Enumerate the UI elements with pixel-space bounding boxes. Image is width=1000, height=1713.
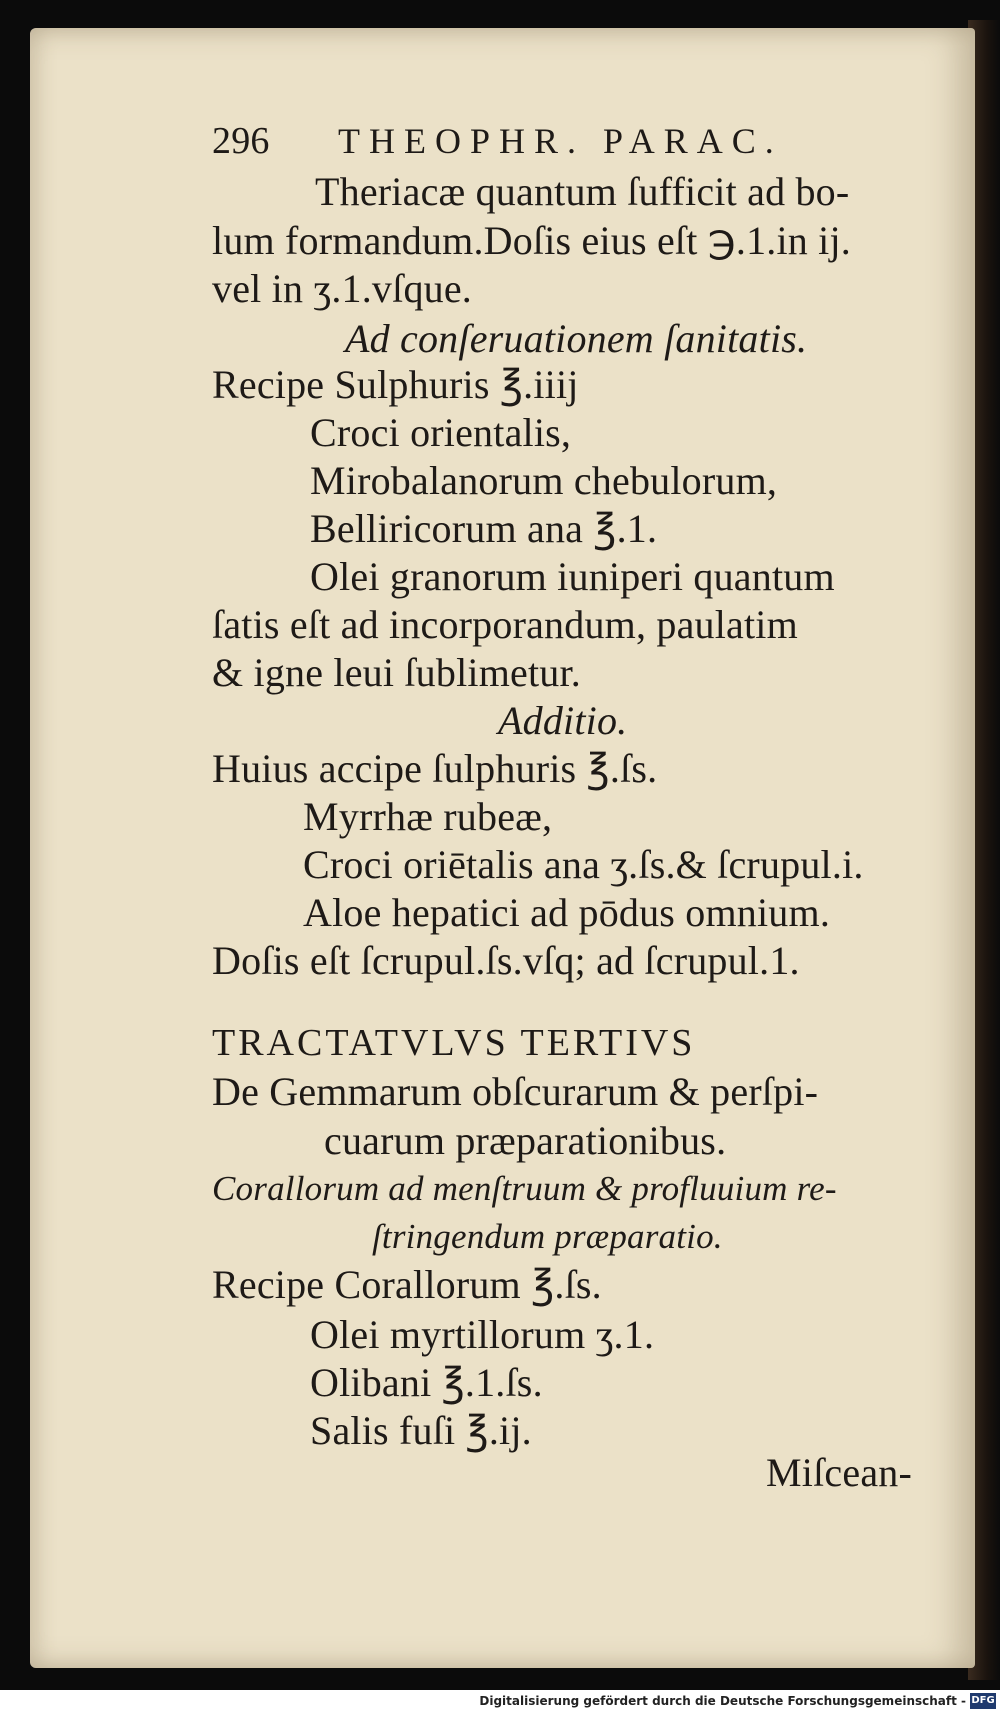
running-title: THEOPHR. PARAC. — [338, 121, 783, 161]
footer-credit: Digitalisierung gefördert durch die Deutsche Forschungsgemeinschaft - — [479, 1694, 966, 1708]
section-heading: Corallorum ad menſtruum & profluuium re- — [212, 1169, 837, 1208]
chapter-heading: TRACTATVLVS TERTIVS — [212, 1022, 696, 1064]
chapter-subtitle: De Gemmarum obſcurarum & perſpi- — [212, 1069, 819, 1114]
text-line: Theriacæ quantum ſufficit ad bo- — [315, 169, 850, 214]
text-line: lum formandum.Doſis eius eſt ℈.1.in ij. — [212, 218, 852, 263]
page-number: 296 — [212, 120, 270, 162]
ingredient-line: Croci orientalis, — [310, 410, 572, 455]
text-line: & igne leui ſublimetur. — [212, 650, 581, 695]
catchword: Miſcean- — [766, 1450, 912, 1495]
ingredient-line: Belliricorum ana ℥.1. — [310, 506, 658, 551]
dfg-logo-icon: DFG — [970, 1693, 996, 1709]
text-line: ſatis eſt ad incorporandum, paulatim — [212, 602, 798, 647]
ingredient-line: Myrrhæ rubeæ, — [303, 794, 553, 839]
section-heading: Additio. — [498, 698, 628, 743]
section-heading: Ad conſeruationem ſanitatis. — [345, 316, 808, 361]
section-heading: ſtringendum præparatio. — [372, 1217, 723, 1256]
ingredient-line: Salis fuſi ℥.ij. — [310, 1408, 532, 1453]
ingredient-line: Mirobalanorum chebulorum, — [310, 458, 778, 503]
ingredient-line: Croci oriētalis ana ʒ.ſs.& ſcrupul.i. — [303, 842, 864, 887]
text-line: vel in ʒ.1.vſque. — [212, 266, 473, 311]
text-line: Doſis eſt ſcrupul.ſs.vſq; ad ſcrupul.1. — [212, 938, 800, 983]
recipe-line: Recipe Sulphuris ℥.iiij — [212, 362, 579, 407]
recipe-line: Recipe Corallorum ℥.ſs. — [212, 1262, 602, 1307]
ingredient-line: Olibani ℥.1.ſs. — [310, 1360, 543, 1405]
footer-bar — [0, 1690, 1000, 1713]
recipe-line: Huius accipe ſulphuris ℥.ſs. — [212, 746, 658, 791]
ingredient-line: Aloe hepatici ad pōdus omnium. — [303, 890, 831, 935]
ingredient-line: Olei myrtillorum ʒ.1. — [310, 1312, 655, 1357]
chapter-subtitle: cuarum præparationibus. — [324, 1118, 727, 1163]
text-line: Olei granorum iuniperi quantum — [310, 554, 835, 599]
